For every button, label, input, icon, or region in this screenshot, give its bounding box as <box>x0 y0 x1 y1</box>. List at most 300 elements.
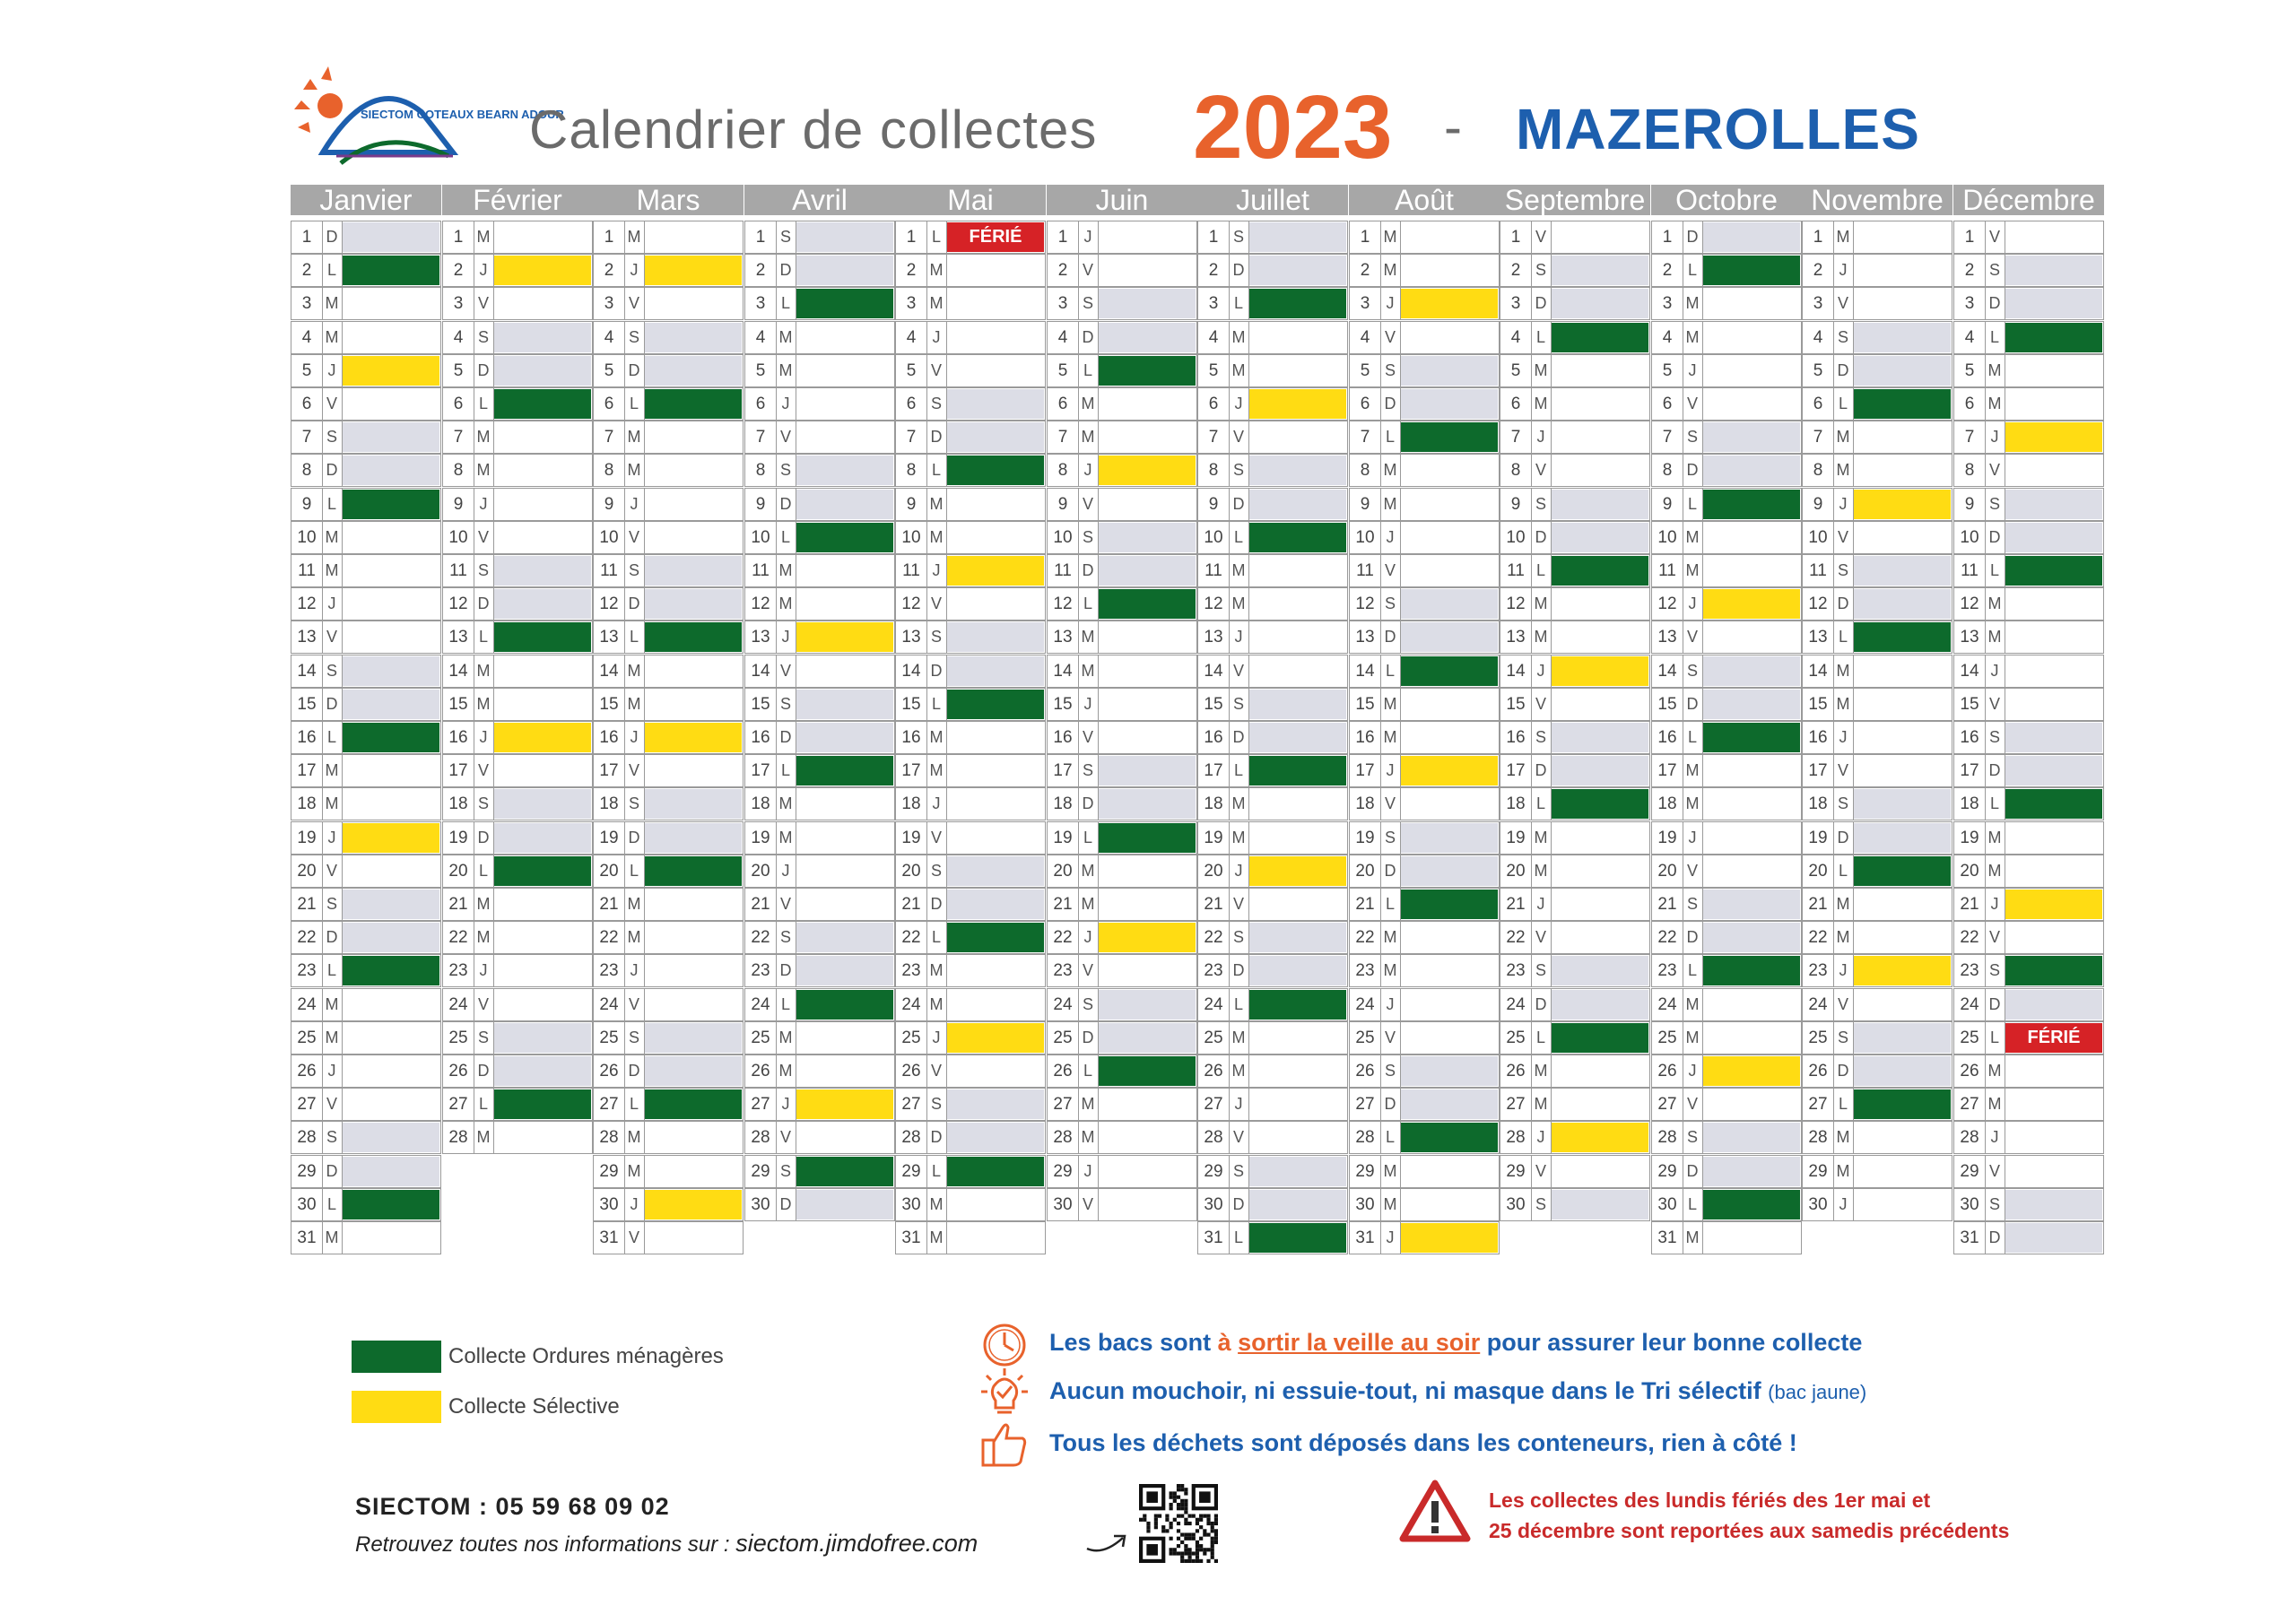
day-cell <box>1197 921 1348 954</box>
weekday-letter: S <box>1078 755 1099 786</box>
contact-url[interactable]: siectom.jimdofree.com <box>735 1530 978 1557</box>
weekday-letter: S <box>1078 522 1099 553</box>
weekday-letter: S <box>1380 355 1401 386</box>
collection-slot <box>494 723 591 752</box>
collection-slot <box>2005 456 2102 485</box>
day-cell <box>291 1155 441 1188</box>
ferie-marker: FÉRIÉ <box>947 222 1044 252</box>
day-number: 28 <box>1803 1122 1834 1153</box>
weekday-letter: M <box>1078 388 1099 420</box>
info-bins-b: à <box>1217 1329 1239 1356</box>
day-cell <box>1500 954 1650 987</box>
day-number: 27 <box>594 1089 625 1120</box>
collection-slot <box>1552 1157 1648 1186</box>
day-number: 6 <box>291 388 323 420</box>
day-number: 1 <box>291 221 323 253</box>
collection-slot <box>1249 956 1346 985</box>
weekday-letter: J <box>322 1055 343 1087</box>
collection-slot <box>2005 622 2102 652</box>
collection-slot <box>343 523 439 552</box>
collection-slot <box>1401 1123 1498 1152</box>
weekday-letter: M <box>1380 922 1401 953</box>
day-number: 26 <box>594 1055 625 1087</box>
day-number: 19 <box>1954 822 1986 854</box>
day-number: 6 <box>1350 388 1381 420</box>
day-cell <box>593 1055 744 1088</box>
day-number: 14 <box>1350 655 1381 687</box>
day-cell <box>1047 354 1197 387</box>
weekday-letter: V <box>624 522 645 553</box>
day-number: 10 <box>1198 522 1230 553</box>
collection-slot <box>645 1089 742 1119</box>
collection-slot <box>1249 1223 1346 1253</box>
day-number: 29 <box>1048 1156 1079 1187</box>
day-number: 6 <box>594 388 625 420</box>
collection-slot <box>796 422 893 452</box>
weekday-letter: L <box>1985 555 2005 586</box>
collection-slot <box>1854 289 1951 318</box>
day-cell <box>442 988 593 1021</box>
day-cell <box>1651 1188 1802 1221</box>
collection-slot <box>1703 690 1800 719</box>
weekday-letter: D <box>926 1122 947 1153</box>
collection-slot <box>494 1023 591 1053</box>
weekday-letter: S <box>624 1022 645 1054</box>
day-number: 19 <box>896 822 927 854</box>
day-cell <box>1047 254 1197 287</box>
day-number: 11 <box>291 555 323 586</box>
weekday-letter: M <box>1833 889 1854 920</box>
day-number: 4 <box>1652 322 1683 353</box>
day-number: 30 <box>291 1189 323 1220</box>
collection-slot <box>343 389 439 419</box>
day-cell <box>593 621 744 654</box>
weekday-letter: D <box>624 822 645 854</box>
collection-slot <box>1249 789 1346 819</box>
weekday-letter: D <box>624 355 645 386</box>
weekday-letter: M <box>1078 655 1099 687</box>
info-bins-d: pour assurer leur bonne collecte <box>1480 1329 1863 1356</box>
collection-slot <box>1703 1223 1800 1253</box>
day-cell <box>1197 387 1348 421</box>
day-cell <box>442 321 593 354</box>
day-cell <box>1802 621 1952 654</box>
weekday-letter: D <box>1229 955 1249 986</box>
collection-slot <box>645 256 742 285</box>
day-cell <box>1349 387 1500 421</box>
day-cell <box>1802 521 1952 554</box>
day-cell <box>1953 754 2104 787</box>
weekday-letter: J <box>1683 822 1703 854</box>
day-number: 8 <box>896 455 927 486</box>
weekday-letter: J <box>624 722 645 753</box>
day-cell <box>744 587 895 621</box>
weekday-letter: M <box>776 322 796 353</box>
weekday-letter: S <box>1531 255 1552 286</box>
day-number: 11 <box>443 555 474 586</box>
day-cell <box>895 421 1046 454</box>
day-cell <box>1953 287 2104 320</box>
day-number: 25 <box>1350 1022 1381 1054</box>
collection-slot <box>1854 956 1951 985</box>
weekday-letter: D <box>474 588 494 620</box>
weekday-letter: J <box>926 555 947 586</box>
month-header: Juin <box>1047 185 1197 215</box>
day-cell <box>1802 421 1952 454</box>
day-number: 23 <box>1652 955 1683 986</box>
collection-slot <box>1249 389 1346 419</box>
day-cell <box>1651 421 1802 454</box>
day-number: 2 <box>1198 255 1230 286</box>
weekday-letter: L <box>776 989 796 1020</box>
day-cell <box>1802 1021 1952 1055</box>
collection-slot <box>1249 856 1346 886</box>
collection-slot <box>1703 523 1800 552</box>
day-number: 11 <box>1954 555 1986 586</box>
day-number: 29 <box>1652 1156 1683 1187</box>
day-cell <box>1802 587 1952 621</box>
day-cell <box>1197 488 1348 521</box>
collection-slot <box>1099 990 1196 1020</box>
collection-slot <box>1703 890 1800 919</box>
day-number: 29 <box>1954 1156 1986 1187</box>
day-cell <box>1349 787 1500 820</box>
day-cell <box>1197 1121 1348 1154</box>
collection-slot <box>343 356 439 386</box>
day-number: 20 <box>1350 855 1381 887</box>
day-cell <box>1047 321 1197 354</box>
day-number: 30 <box>1350 1189 1381 1220</box>
day-cell <box>291 387 441 421</box>
day-number: 9 <box>1048 489 1079 520</box>
collection-slot <box>645 490 742 519</box>
day-cell <box>291 287 441 320</box>
weekday-letter: J <box>1078 689 1099 720</box>
day-number: 30 <box>1803 1189 1834 1220</box>
weekday-letter: S <box>322 889 343 920</box>
weekday-letter: J <box>322 588 343 620</box>
day-cell <box>1047 688 1197 721</box>
collection-slot <box>1099 789 1196 819</box>
day-cell <box>895 488 1046 521</box>
day-number: 3 <box>1652 288 1683 319</box>
contact-block <box>355 1493 978 1558</box>
weekday-letter: M <box>1078 1089 1099 1120</box>
day-number: 1 <box>1652 221 1683 253</box>
day-cell <box>1349 1155 1500 1188</box>
day-number: 3 <box>1803 288 1834 319</box>
weekday-letter: J <box>1078 1156 1099 1187</box>
day-number: 14 <box>1803 655 1834 687</box>
day-cell <box>1500 787 1650 820</box>
day-number: 28 <box>1500 1122 1532 1153</box>
day-cell <box>1349 1121 1500 1154</box>
collection-slot <box>645 956 742 985</box>
day-cell <box>895 988 1046 1021</box>
weekday-letter: J <box>1833 489 1854 520</box>
collection-slot <box>1099 389 1196 419</box>
day-number: 3 <box>896 288 927 319</box>
weekday-letter: V <box>624 1222 645 1254</box>
collection-slot <box>1854 890 1951 919</box>
weekday-letter: L <box>624 1089 645 1120</box>
weekday-letter: D <box>926 421 947 453</box>
day-number: 26 <box>1048 1055 1079 1087</box>
weekday-letter: J <box>926 1022 947 1054</box>
day-number: 6 <box>745 388 777 420</box>
weekday-letter: M <box>624 421 645 453</box>
collection-slot <box>1552 456 1648 485</box>
day-number: 24 <box>1652 989 1683 1020</box>
weekday-letter: V <box>1229 421 1249 453</box>
weekday-letter: M <box>1380 689 1401 720</box>
day-number: 22 <box>1500 922 1532 953</box>
day-number: 30 <box>1198 1189 1230 1220</box>
day-cell <box>1047 1088 1197 1121</box>
day-cell <box>593 1155 744 1188</box>
day-cell <box>895 221 1046 254</box>
weekday-letter: S <box>926 388 947 420</box>
weekday-letter: D <box>1078 322 1099 353</box>
day-cell <box>593 554 744 587</box>
day-cell <box>1047 721 1197 754</box>
day-cell <box>1047 1188 1197 1221</box>
day-number: 26 <box>745 1055 777 1087</box>
weekday-letter: D <box>1380 855 1401 887</box>
day-number: 30 <box>1652 1189 1683 1220</box>
day-cell <box>291 821 441 855</box>
day-cell <box>1047 1055 1197 1088</box>
day-number: 23 <box>291 955 323 986</box>
weekday-letter: M <box>624 689 645 720</box>
weekday-letter: V <box>624 989 645 1020</box>
weekday-letter: M <box>1380 722 1401 753</box>
day-cell <box>1047 1021 1197 1055</box>
day-number: 15 <box>896 689 927 720</box>
day-number: 9 <box>1500 489 1532 520</box>
day-number: 23 <box>1048 955 1079 986</box>
collection-slot <box>2005 1056 2102 1086</box>
collection-slot <box>796 1023 893 1053</box>
day-number: 30 <box>1500 1189 1532 1220</box>
day-number: 13 <box>1954 621 1986 653</box>
day-cell <box>1802 1155 1952 1188</box>
collection-slot <box>1401 256 1498 285</box>
weekday-letter: D <box>1531 755 1552 786</box>
day-number: 8 <box>1652 455 1683 486</box>
weekday-letter: D <box>1985 288 2005 319</box>
day-number: 16 <box>1500 722 1532 753</box>
day-cell <box>895 787 1046 820</box>
day-number: 12 <box>1048 588 1079 620</box>
lightbulb-check-icon <box>978 1367 1031 1417</box>
collection-slot <box>2005 289 2102 318</box>
day-number: 24 <box>443 989 474 1020</box>
day-number: 20 <box>1500 855 1532 887</box>
day-cell <box>442 254 593 287</box>
weekday-letter: V <box>1078 489 1099 520</box>
day-cell <box>1953 254 2104 287</box>
collection-slot <box>1249 823 1346 853</box>
weekday-letter: D <box>1531 522 1552 553</box>
day-cell <box>744 221 895 254</box>
collection-slot <box>2005 1223 2102 1253</box>
weekday-letter: J <box>1985 889 2005 920</box>
day-cell <box>1500 855 1650 888</box>
info-bins-a: Les bacs sont <box>1049 1329 1218 1356</box>
weekday-letter: V <box>1229 655 1249 687</box>
collection-slot <box>343 890 439 919</box>
day-cell <box>1349 754 1500 787</box>
day-cell <box>1047 754 1197 787</box>
weekday-letter: M <box>1985 1089 2005 1120</box>
day-cell <box>1802 387 1952 421</box>
day-number: 4 <box>443 322 474 353</box>
weekday-letter: V <box>926 1055 947 1087</box>
collection-slot <box>494 956 591 985</box>
weekday-letter: J <box>322 822 343 854</box>
day-cell <box>1349 254 1500 287</box>
weekday-letter: J <box>1833 722 1854 753</box>
day-number: 19 <box>1198 822 1230 854</box>
collection-slot <box>1854 656 1951 686</box>
day-number: 5 <box>1652 355 1683 386</box>
collection-slot <box>343 656 439 686</box>
collection-slot <box>1854 523 1951 552</box>
collection-slot <box>796 323 893 352</box>
weekday-letter: S <box>1380 1055 1401 1087</box>
day-number: 10 <box>745 522 777 553</box>
collection-slot <box>1703 1157 1800 1186</box>
day-cell <box>1349 1221 1500 1254</box>
day-number: 28 <box>443 1122 474 1153</box>
day-cell <box>1349 354 1500 387</box>
day-number: 31 <box>896 1222 927 1254</box>
weekday-letter: D <box>1985 989 2005 1020</box>
day-number: 4 <box>1198 322 1230 353</box>
collection-slot <box>1703 222 1800 252</box>
collection-slot <box>1703 789 1800 819</box>
collection-slot <box>1099 1157 1196 1186</box>
collection-slot <box>947 523 1044 552</box>
collection-slot <box>796 923 893 952</box>
collection-slot <box>796 789 893 819</box>
day-cell <box>442 921 593 954</box>
weekday-letter: D <box>926 655 947 687</box>
day-cell <box>1197 221 1348 254</box>
weekday-letter: S <box>1380 588 1401 620</box>
collection-slot <box>343 222 439 252</box>
weekday-letter: M <box>926 989 947 1020</box>
weekday-letter: L <box>926 922 947 953</box>
weekday-letter: M <box>1531 822 1552 854</box>
weekday-letter: S <box>474 555 494 586</box>
day-cell <box>895 821 1046 855</box>
collection-slot <box>1854 856 1951 886</box>
day-number: 10 <box>1500 522 1532 553</box>
day-number: 20 <box>1954 855 1986 887</box>
collection-slot <box>1854 422 1951 452</box>
day-number: 28 <box>896 1122 927 1153</box>
collection-slot <box>2005 222 2102 252</box>
weekday-letter: J <box>1078 922 1099 953</box>
collection-slot <box>1854 823 1951 853</box>
weekday-letter: J <box>1380 522 1401 553</box>
collection-slot <box>1703 1089 1800 1119</box>
day-number: 11 <box>1500 555 1532 586</box>
weekday-letter: L <box>1531 1022 1552 1054</box>
collection-slot <box>1703 490 1800 519</box>
day-number: 8 <box>1350 455 1381 486</box>
day-cell <box>1197 1021 1348 1055</box>
day-number: 29 <box>1350 1156 1381 1187</box>
day-number: 1 <box>594 221 625 253</box>
day-cell <box>744 855 895 888</box>
weekday-letter: V <box>776 655 796 687</box>
collection-slot <box>343 256 439 285</box>
day-number: 29 <box>291 1156 323 1187</box>
day-number: 14 <box>1198 655 1230 687</box>
day-cell <box>291 754 441 787</box>
day-number: 21 <box>291 889 323 920</box>
weekday-letter: J <box>1531 421 1552 453</box>
collection-slot <box>947 389 1044 419</box>
day-number: 3 <box>291 288 323 319</box>
weekday-letter: J <box>1229 388 1249 420</box>
day-number: 17 <box>745 755 777 786</box>
collection-slot <box>494 323 591 352</box>
day-number: 12 <box>1198 588 1230 620</box>
weekday-letter: L <box>1380 889 1401 920</box>
qr-code-icon[interactable] <box>1139 1484 1218 1563</box>
day-number: 5 <box>594 355 625 386</box>
day-number: 1 <box>896 221 927 253</box>
weekday-letter: M <box>926 1222 947 1254</box>
day-cell <box>291 354 441 387</box>
day-cell <box>442 655 593 688</box>
day-number: 14 <box>1500 655 1532 687</box>
collection-slot <box>1401 856 1498 886</box>
weekday-letter: M <box>1833 221 1854 253</box>
day-cell <box>593 587 744 621</box>
collection-slot <box>1401 456 1498 485</box>
collection-slot <box>947 756 1044 785</box>
day-cell <box>1651 621 1802 654</box>
collection-slot <box>947 1056 1044 1086</box>
weekday-letter: S <box>1833 555 1854 586</box>
day-number: 16 <box>1198 722 1230 753</box>
day-cell <box>1953 655 2104 688</box>
weekday-letter: V <box>926 588 947 620</box>
collection-slot <box>947 1123 1044 1152</box>
day-number: 22 <box>1350 922 1381 953</box>
day-number: 27 <box>1350 1089 1381 1120</box>
day-cell <box>1500 1155 1650 1188</box>
weekday-letter: D <box>1683 221 1703 253</box>
day-number: 15 <box>1803 689 1834 720</box>
weekday-letter: V <box>926 822 947 854</box>
weekday-letter: S <box>1985 1189 2005 1220</box>
weekday-letter: L <box>926 689 947 720</box>
day-cell <box>291 688 441 721</box>
collection-slot <box>1401 723 1498 752</box>
day-number: 22 <box>1048 922 1079 953</box>
day-number: 9 <box>1954 489 1986 520</box>
collection-slot <box>1854 1023 1951 1053</box>
month-column <box>593 184 744 1247</box>
collection-slot <box>1099 823 1196 853</box>
collection-slot <box>1854 690 1951 719</box>
